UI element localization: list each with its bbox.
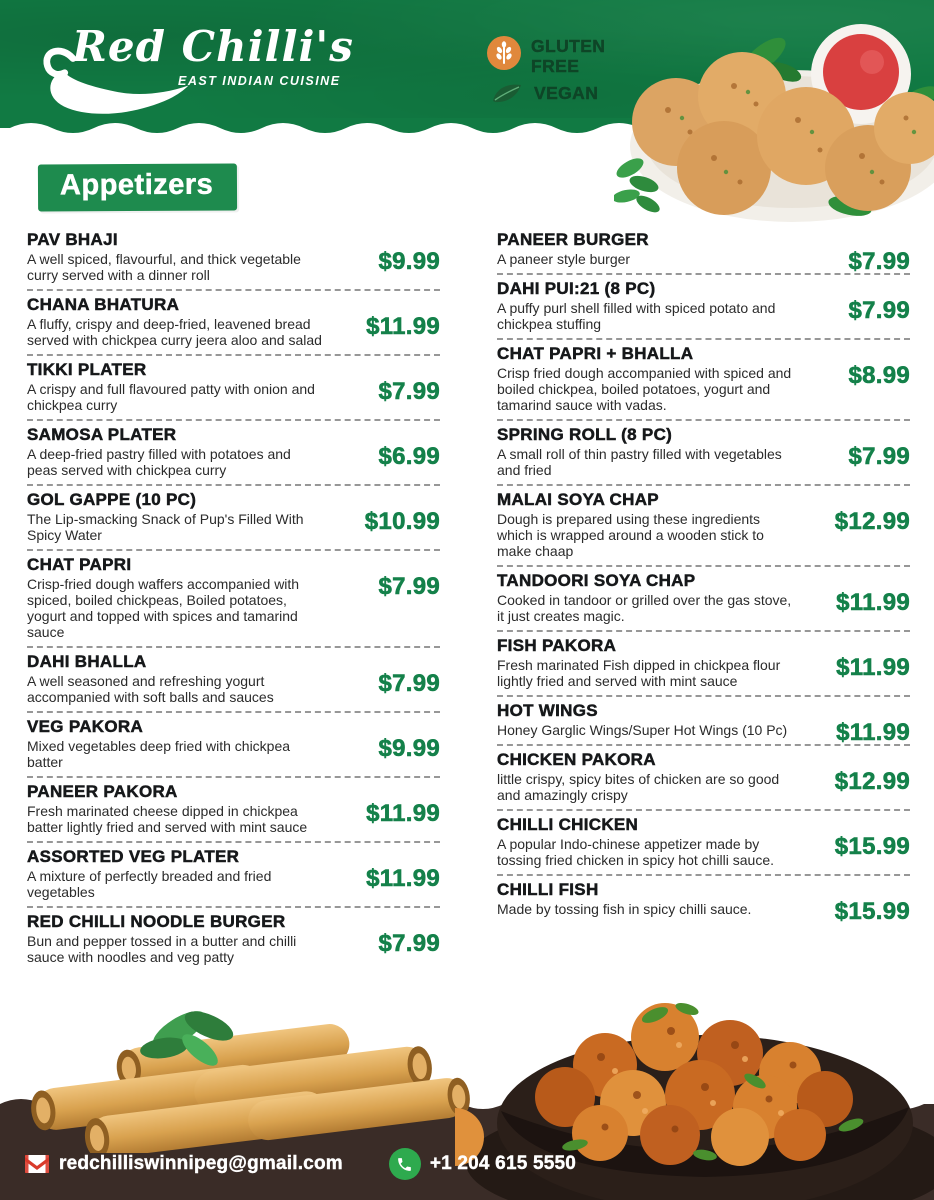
item-description: A mixture of perfectly breaded and fried vegetables [27,868,272,900]
menu-item [27,648,440,713]
wheat-icon [487,36,521,70]
menu-item [27,291,440,356]
item-description: Bun and pepper tossed in a butter and chilli sauce with noodles and veg patty [27,933,297,965]
item-price: $9.99 [378,735,440,762]
item-name: CHICKEN PAKORA [497,750,656,769]
item-description: A paneer style burger [497,251,631,267]
brand-tagline: EAST INDIAN CUISINE [178,74,341,88]
item-name: CHAT PAPRI + BHALLA [497,344,694,363]
menu-column-right [497,226,910,971]
item-description: A puffy purl shell filled with spiced potato and chickpea stuffing [497,300,776,332]
item-name: CHILLI CHICKEN [497,815,639,834]
item-description: The Lip-smacking Snack of Pup's Filled With Spicy Water [27,511,304,543]
menu-item [497,486,910,567]
item-name: HOT WINGS [497,701,598,720]
item-name: CHILLI FISH [497,880,599,899]
item-description: Dough is prepared using these ingredients which is wrapped around a wooden stick to make chaap [497,511,764,559]
phone-icon [389,1148,421,1180]
menu-item [27,713,440,778]
menu-item [27,421,440,486]
menu-item [497,811,910,876]
item-description: Crisp fried dough accompanied with spiced and boiled chickpea, boiled potatoes, yogurt and tamarind sauce with vadas. [497,365,792,413]
phone-text: +1 204 615 5550 [429,1153,577,1174]
menu-item [497,226,910,275]
menu-item [497,275,910,340]
item-price: $15.99 [834,833,910,860]
leaf-icon [490,80,524,111]
menu-item [497,340,910,421]
item-price: $7.99 [378,670,440,697]
item-price: $15.99 [834,898,910,925]
item-name: TANDOORI SOYA CHAP [497,571,696,590]
email-icon [24,1154,50,1174]
item-price: $11.99 [366,800,440,827]
item-name: PANEER BURGER [497,230,649,249]
menu-item [27,226,440,291]
menu-item [27,486,440,551]
phone-link[interactable] [389,1148,576,1180]
item-price: $11.99 [836,589,910,616]
item-description: Fresh marinated cheese dipped in chickpea batter lightly fried and served with mint sauce [27,803,308,835]
item-name: GOL GAPPE (10 PC) [27,490,197,509]
item-price: $7.99 [378,378,440,405]
item-name: SPRING ROLL (8 PC) [497,425,673,444]
item-name: DAHI PUI:21 (8 PC) [497,279,656,298]
brand-logo [40,14,354,114]
menu-item [497,746,910,811]
item-description: Honey Garglic Wings/Super Hot Wings (10 Pc) [497,722,788,738]
item-price: $10.99 [364,508,440,535]
email-link[interactable] [24,1153,343,1175]
item-price: $7.99 [848,297,910,324]
item-price: $11.99 [836,719,910,746]
item-price: $11.99 [366,865,440,892]
item-description: Fresh marinated Fish dipped in chickpea flour lightly fried and served with mint sauce [497,657,781,689]
item-name: TIKKI PLATER [27,360,147,379]
brand-name: Red Chilli's [72,22,354,71]
contact-row [24,1148,576,1180]
menu-item [497,876,910,923]
item-price: $6.99 [378,443,440,470]
item-description: A fluffy, crispy and deep-fried, leavened bread served with chickpea curry jeera aloo and salad [27,316,322,348]
menu-item [27,843,440,908]
menu-item [497,567,910,632]
menu-item [27,908,440,971]
menu-item [27,778,440,843]
item-name: MALAI SOYA CHAP [497,490,659,509]
spring-rolls-illustration [4,1008,474,1153]
menu-item [497,697,910,746]
badge-label: VEGAN [534,83,599,103]
section-title-text: Appetizers [59,168,214,202]
item-name: DAHI BHALLA [27,652,147,671]
item-name: PANEER PAKORA [27,782,178,801]
item-price: $11.99 [836,654,910,681]
item-description: A small roll of thin pastry filled with vegetables and fried [497,446,782,478]
item-description: A well seasoned and refreshing yogurt accompanied with soft balls and sauces [27,673,274,705]
item-description: A popular Indo-chinese appetizer made by tossing fried chicken in spicy hot chilli sauce. [497,836,775,868]
plate-of-veg-patties-illustration [614,0,934,228]
email-text: redchilliswinnipeg@gmail.com [59,1153,343,1174]
menu-column-left [27,226,440,971]
item-description: A well spiced, flavourful, and thick vegetable curry served with a dinner roll [27,251,301,283]
menu-item [27,551,440,648]
item-description: A deep-fried pastry filled with potatoes and peas served with chickpea curry [27,446,291,478]
menu-item [497,632,910,697]
section-title [38,163,238,211]
menu [27,226,911,971]
item-name: FISH PAKORA [497,636,617,655]
item-name: VEG PAKORA [27,717,144,736]
item-description: Made by tossing fish in spicy chilli sauce. [497,901,752,917]
item-name: SAMOSA PLATER [27,425,177,444]
item-description: A crispy and full flavoured patty with onion and chickpea curry [27,381,315,413]
item-price: $9.99 [378,248,440,275]
item-price: $7.99 [378,930,440,957]
item-price: $7.99 [378,573,440,600]
item-price: $7.99 [848,248,910,275]
item-description: Crisp-fried dough waffers accompanied with spiced, boiled chickpeas, Boiled potatoes, yogurt and topped with spices and tamarind sauce [27,576,300,640]
item-name: RED CHILLI NOODLE BURGER [27,912,286,931]
item-name: CHANA BHATURA [27,295,180,314]
item-price: $11.99 [366,313,440,340]
item-description: Cooked in tandoor or grilled over the gas stove, it just creates magic. [497,592,792,624]
item-description: little crispy, spicy bites of chicken are so good and amazingly crispy [497,771,780,803]
item-description: Mixed vegetables deep fried with chickpea batter [27,738,291,770]
item-price: $8.99 [848,362,910,389]
menu-item [497,421,910,486]
item-price: $12.99 [834,508,910,535]
item-price: $12.99 [834,768,910,795]
menu-item [27,356,440,421]
item-name: CHAT PAPRI [27,555,132,574]
badge-label: GLUTEN FREE [531,36,606,77]
item-price: $7.99 [848,443,910,470]
item-name: ASSORTED VEG PLATER [27,847,240,866]
item-name: PAV BHAJI [27,230,118,249]
